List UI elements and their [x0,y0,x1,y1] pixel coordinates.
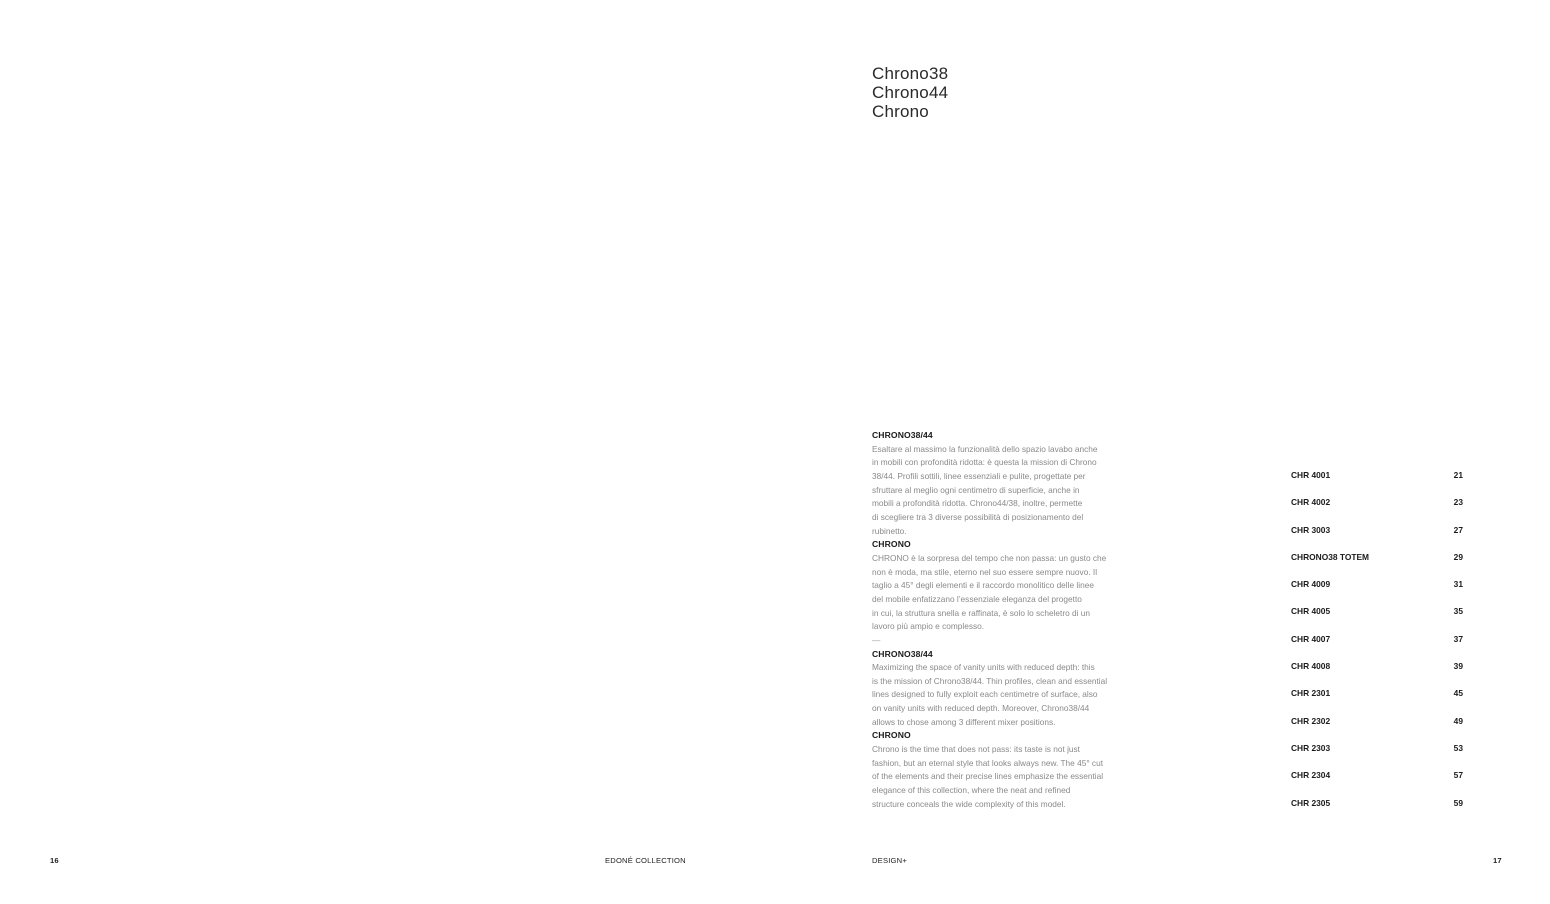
index-page-number: 31 [1453,579,1463,590]
index-model-name: CHR 4002 [1291,497,1331,508]
model-index [1291,470,1471,825]
index-model-name: CHR 2304 [1291,770,1331,781]
index-model-name: CHR 3003 [1291,524,1331,535]
paragraph-it-chrono: CHRONO è la sorpresa del tempo che non passa: un gusto che non è moda, ma stile, eterno nel suo essere sempre nuovo. Il taglio a 45° degli elementi e il raccordo monolitico delle linee del mobile enfatizzano l’essenziale eleganza del progetto in cui, la struttura snella e raffinata, è solo lo scheletro di un lavoro più ampio e complesso. [872,552,1107,632]
index-model-name: CHR 2302 [1291,715,1331,726]
index-row[interactable] [1291,579,1471,606]
title-line-chrono44: Chrono44 [872,83,949,102]
section-heading-en-chrono: CHRONO [872,730,911,741]
index-model-name: CHR 2301 [1291,688,1331,699]
index-page-number: 49 [1453,715,1463,726]
index-row[interactable] [1291,716,1471,743]
section-heading-en-chrono38-44: CHRONO38/44 [872,648,933,659]
paragraph-en-chrono38-44: Maximizing the space of vanity units with reduced depth: this is the mission of Chrono38/44. Thin profiles, clean and essential lines designed to fully exploit each centimetre of surface, also on vanity units with reduced depth. Moreover, Chrono38/44 allows to chose among 3 different mixer positions. [872,662,1108,727]
index-page-number: 45 [1453,688,1463,699]
index-page-number: 59 [1453,797,1463,808]
index-page-number: 39 [1453,661,1463,672]
index-page-number: 27 [1453,524,1463,535]
language-separator: — [872,634,881,645]
title-line-chrono38: Chrono38 [872,64,949,83]
index-model-name: CHR 4009 [1291,579,1331,590]
index-model-name: CHR 2303 [1291,742,1331,753]
index-row[interactable] [1291,770,1471,797]
index-model-name: CHR 2305 [1291,797,1331,808]
section-heading-it-chrono38-44: CHRONO38/44 [872,430,933,440]
index-row[interactable] [1291,606,1471,633]
index-row[interactable] [1291,470,1471,497]
section-heading-it-chrono: CHRONO [872,539,911,550]
index-model-name: CHR 4008 [1291,661,1331,672]
right-page-number: 17 [1493,856,1502,865]
index-page-number: 21 [1453,470,1463,480]
right-footer-label: DESIGN+ [872,856,907,865]
index-model-name: CHR 4005 [1291,606,1331,617]
index-row[interactable] [1291,798,1471,825]
index-model-name: CHR 4001 [1291,470,1331,480]
description-column [872,429,1134,811]
index-row[interactable] [1291,552,1471,579]
index-row[interactable] [1291,525,1471,552]
index-model-name: CHRONO38 TOTEM [1291,551,1370,562]
paragraph-en-chrono: Chrono is the time that does not pass: its taste is not just fashion, but an eternal style that looks always new. The 45° cut of the elements and their precise lines emphasize the essential elegance of this collection, where the neat and refined structure conceals the wide complexity of this model. [872,744,1104,809]
collection-title [872,64,948,121]
index-page-number: 29 [1453,551,1463,562]
title-line-chrono: Chrono [872,102,929,121]
left-footer-label: EDONÉ COLLECTION [605,856,686,865]
paragraph-it-chrono38-44: Esaltare al massimo la funzionalità dello spazio lavabo anche in mobili con profondità ridotta: è questa la mission di Chrono 38/44. Profili sottili, linee essenziali e pulite, progettate per sfruttare al meglio ogni centimetro di superficie, anche in mobili a profondità ridotta. Chrono44/38, inoltre, permette di scegliere tra 3 diverse possibilità di posizionamento del rubinetto. [872,443,1098,536]
index-page-number: 23 [1453,497,1463,508]
index-model-name: CHR 4007 [1291,633,1331,644]
index-page-number: 53 [1453,742,1463,753]
index-row[interactable] [1291,688,1471,715]
index-row[interactable] [1291,661,1471,688]
index-row[interactable] [1291,497,1471,524]
index-page-number: 37 [1453,633,1463,644]
index-row[interactable] [1291,634,1471,661]
index-page-number: 57 [1453,770,1463,781]
left-page-number: 16 [50,856,59,865]
index-row[interactable] [1291,743,1471,770]
index-page-number: 35 [1453,606,1463,617]
